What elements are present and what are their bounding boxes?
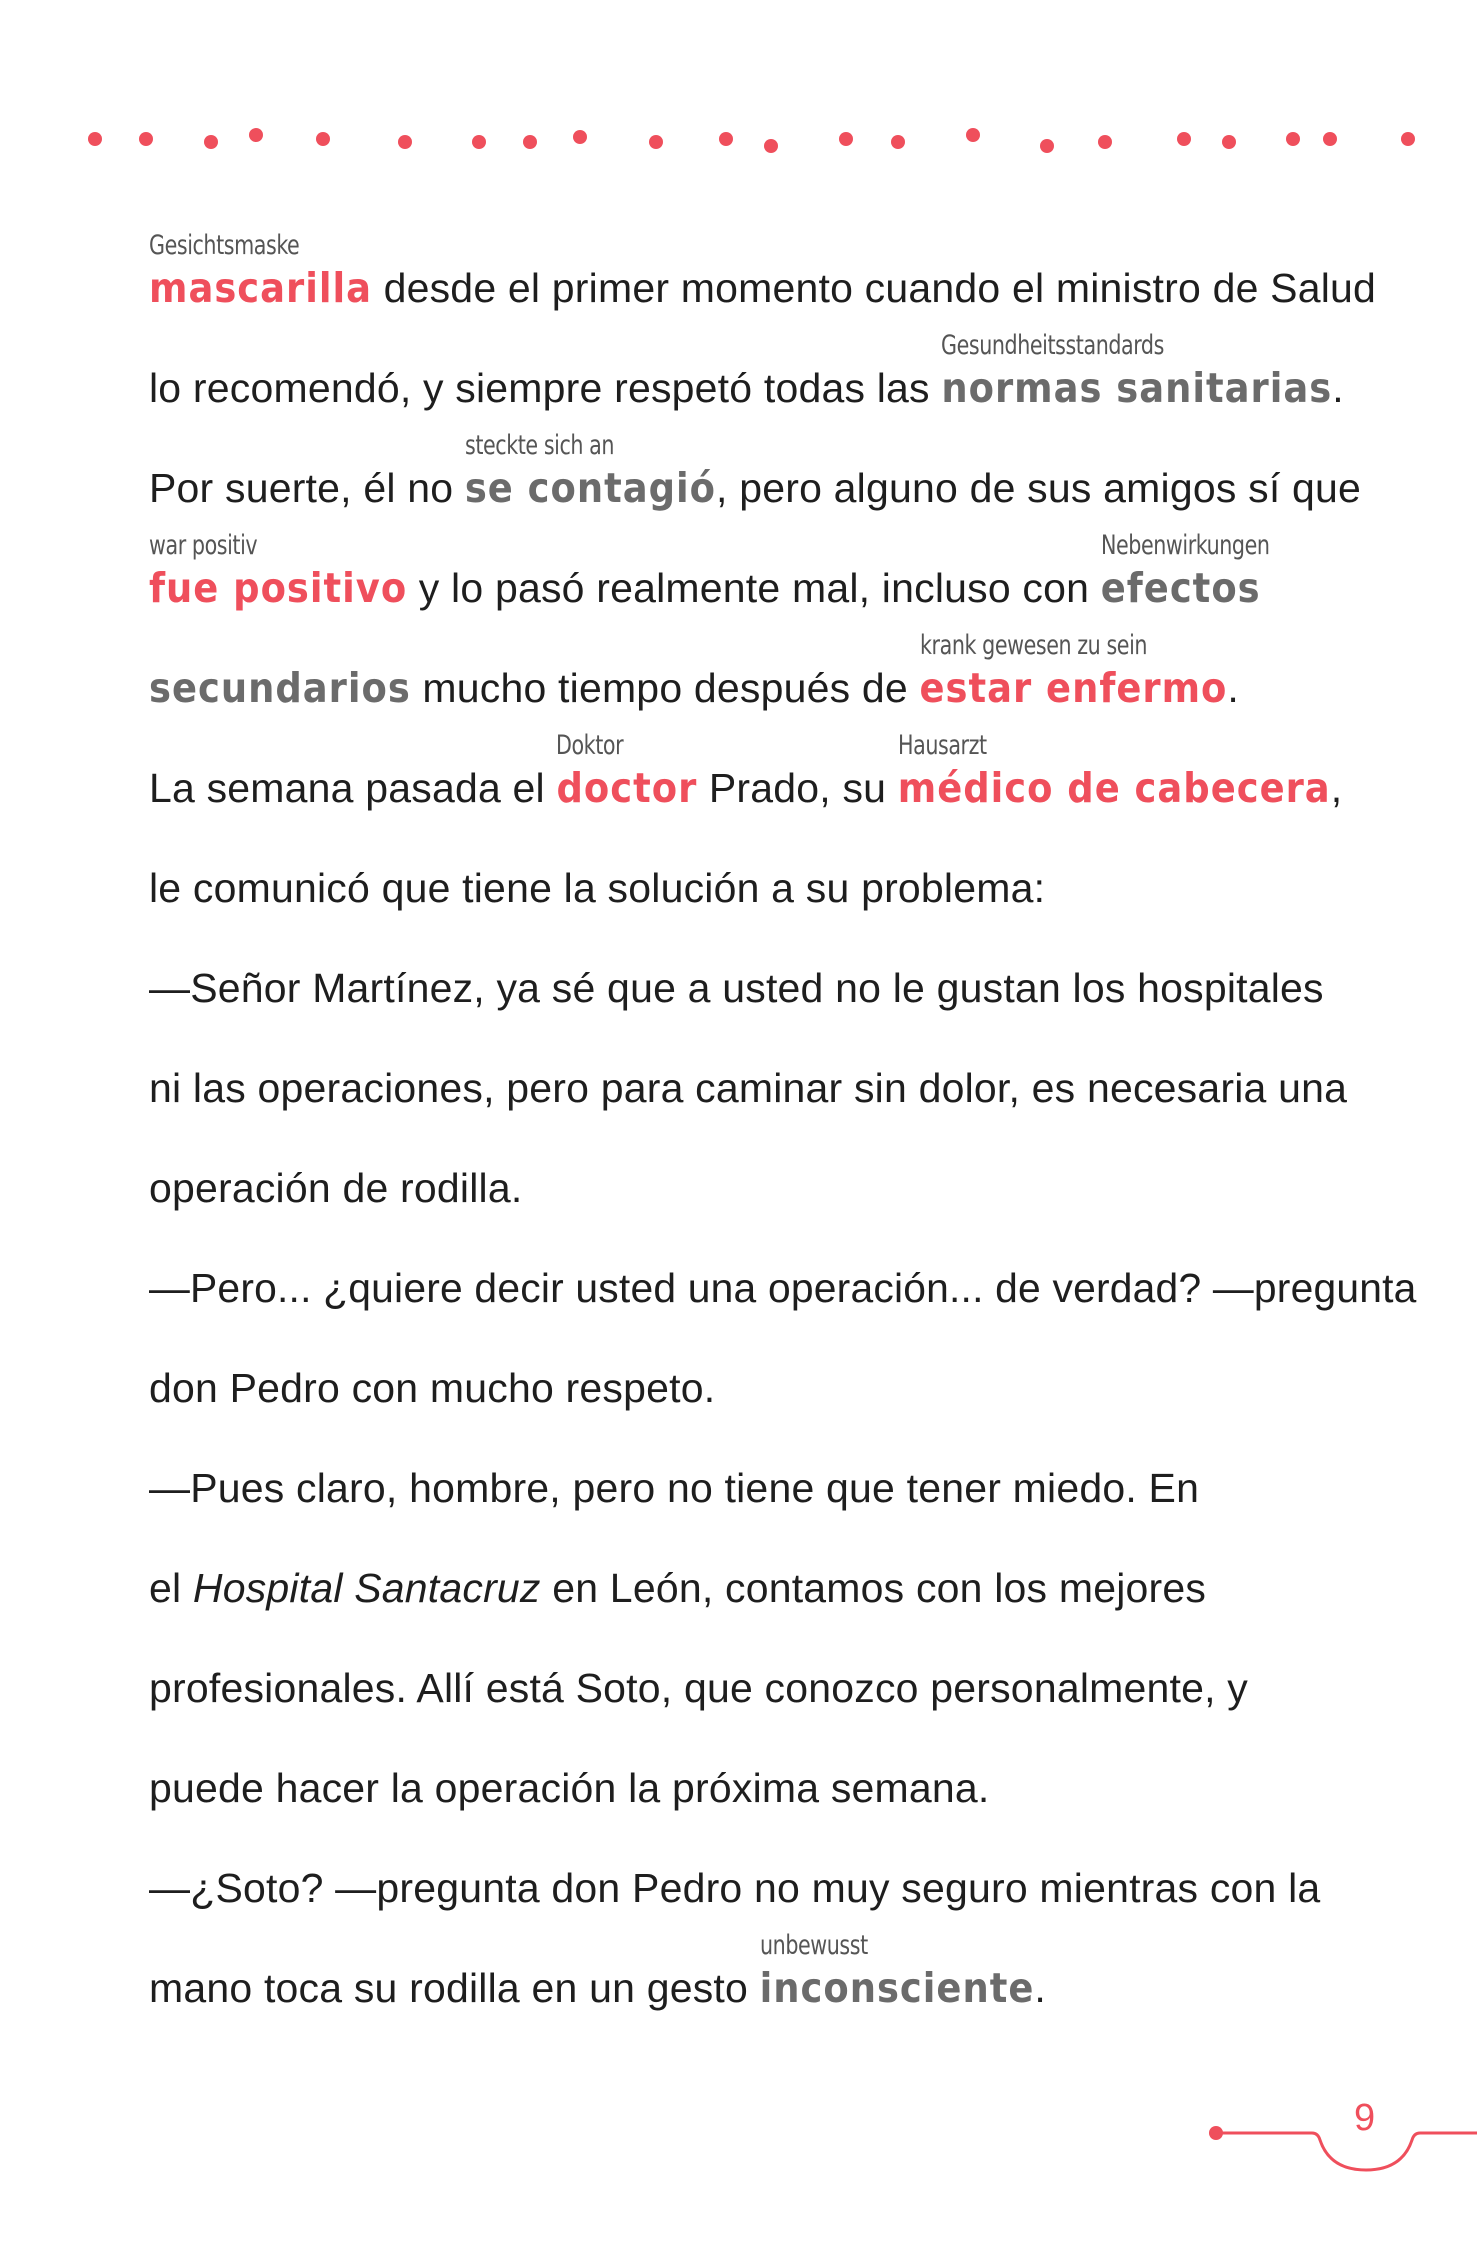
- text-line: Por suerte, él no steckte sich an se contagió, pero alguno de sus amigos sí que: [149, 463, 1361, 513]
- page-number: 9: [1354, 2097, 1376, 2139]
- border-dot: [839, 132, 853, 146]
- border-dot: [1401, 132, 1415, 146]
- text-line: —Señor Martínez, ya sé que a usted no le gustan los hospitales: [149, 965, 1324, 1011]
- border-dot: [523, 135, 537, 149]
- border-dot: [88, 132, 102, 146]
- border-dot: [249, 128, 263, 142]
- dotted-border-top: [0, 0, 1477, 200]
- gloss: steckte sich an: [464, 430, 614, 461]
- text-line: el Hospital Santacruz en León, contamos con los mejores: [149, 1565, 1207, 1611]
- border-dot: [1222, 135, 1236, 149]
- gloss: Nebenwirkungen: [1100, 530, 1270, 561]
- vocab-term: unbewusst inconsciente: [760, 1963, 1035, 2013]
- text-line: La semana pasada el Doktor doctor Prado, su Hausarzt médico de cabecera,: [149, 763, 1342, 813]
- border-dot: [398, 135, 412, 149]
- gloss: Hausarzt: [897, 730, 987, 761]
- vocab-term: Hausarzt médico de cabecera: [898, 763, 1331, 813]
- border-dot: [1286, 132, 1300, 146]
- text-line: mano toca su rodilla en un gesto unbewusst inconsciente.: [149, 1963, 1046, 2013]
- text-line: puede hacer la operación la próxima semana.: [149, 1765, 990, 1811]
- vocab-term: Nebenwirkungen efectos: [1101, 563, 1261, 613]
- text-line: Gesichtsmaske mascarilla desde el primer momento cuando el ministro de Salud: [149, 263, 1376, 313]
- vocab-term: Gesichtsmaske mascarilla: [149, 263, 372, 313]
- text-line: operación de rodilla.: [149, 1165, 523, 1211]
- text-line: secundarios mucho tiempo después de krank gewesen zu sein estar enfermo.: [149, 663, 1239, 713]
- gloss: Doktor: [556, 730, 624, 761]
- text-line: lo recomendó, y siempre respetó todas las Gesundheitsstandards normas sanitarias.: [149, 363, 1344, 413]
- gloss: unbewusst: [759, 1930, 868, 1961]
- vocab-term: Gesundheitsstandards normas sanitarias: [941, 363, 1332, 413]
- border-dot: [472, 135, 486, 149]
- vocab-term: war positiv fue positivo: [149, 563, 407, 613]
- border-dot: [764, 139, 778, 153]
- vocab-term: Doktor doctor: [556, 763, 697, 813]
- border-dot: [316, 132, 330, 146]
- vocab-term: steckte sich an se contagió: [465, 463, 716, 513]
- text-line: war positiv fue positivo y lo pasó realmente mal, incluso con Nebenwirkungen efectos: [149, 563, 1261, 613]
- text-line: profesionales. Allí está Soto, que conozco personalmente, y: [149, 1665, 1248, 1711]
- border-dot: [966, 128, 980, 142]
- border-dot: [719, 132, 733, 146]
- border-dot: [1323, 132, 1337, 146]
- gloss: Gesundheitsstandards: [941, 330, 1165, 361]
- hospital-name: Hospital Santacruz: [192, 1565, 541, 1611]
- gloss: war positiv: [149, 530, 258, 561]
- gloss: krank gewesen zu sein: [919, 630, 1147, 661]
- border-dot: [1098, 135, 1112, 149]
- text-line: ni las operaciones, pero para caminar sin dolor, es necesaria una: [149, 1065, 1348, 1111]
- text-line: le comunicó que tiene la solución a su problema:: [149, 865, 1046, 911]
- border-dot: [649, 135, 663, 149]
- border-dot: [1177, 132, 1191, 146]
- border-dot: [204, 135, 218, 149]
- border-dot: [891, 135, 905, 149]
- text-line: don Pedro con mucho respeto.: [149, 1365, 716, 1411]
- border-dot: [139, 132, 153, 146]
- text-line: —Pues claro, hombre, pero no tiene que tener miedo. En: [149, 1465, 1200, 1511]
- border-dot: [1040, 139, 1054, 153]
- border-dot: [573, 130, 587, 144]
- text-line: —¿Soto? —pregunta don Pedro no muy seguro mientras con la: [149, 1865, 1321, 1911]
- gloss: Gesichtsmaske: [149, 230, 300, 261]
- vocab-term: secundarios: [149, 664, 411, 712]
- vocab-term: krank gewesen zu sein estar enfermo: [920, 663, 1228, 713]
- footer-ornament: [0, 2100, 1477, 2220]
- text-line: —Pero... ¿quiere decir usted una operación... de verdad? —pregunta: [149, 1265, 1417, 1311]
